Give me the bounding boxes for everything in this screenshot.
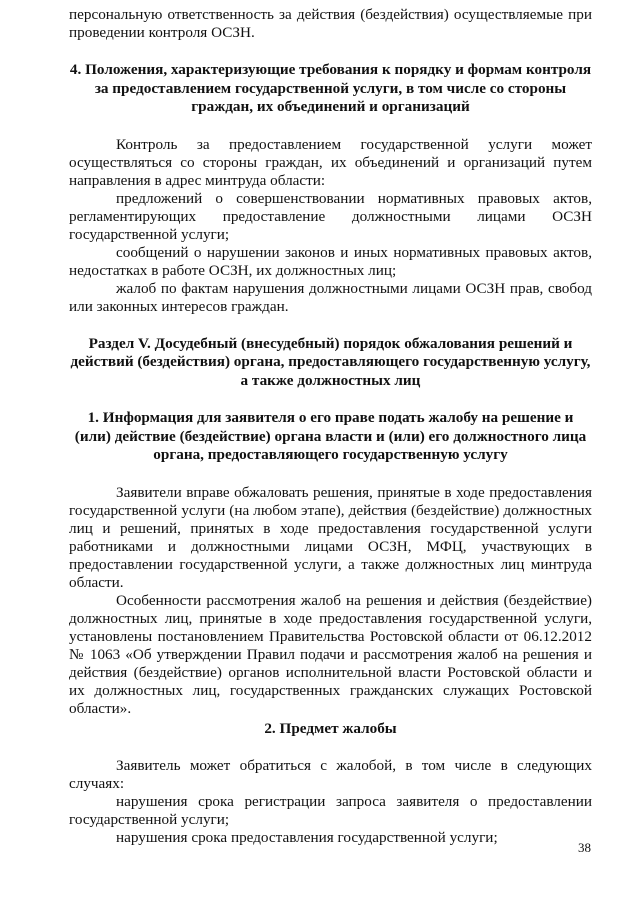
paragraph-proposals: предложений о совершенствовании нормативных правовых актов, регламентирующих предоставление должностными лицами ОСЗН государственной услуги; xyxy=(69,189,592,243)
paragraph-complaints: жалоб по фактам нарушения должностными лицами ОСЗН прав, свобод или законных интересов граждан. xyxy=(69,279,592,315)
heading-subsection-1: 1. Информация для заявителя о его праве подать жалобу на решение и (или) действие (бездействие) органа власти и (или) его должностного лица органа, предоставляющего государственную услугу xyxy=(74,409,587,463)
document-page xyxy=(69,6,592,847)
paragraph-features: Особенности рассмотрения жалоб на решения и действия (бездействие) должностных лиц, принятые в ходе предоставления государственной услуги, установлены постановлением Правительства Ростовской области от 06.12.2012 № 1063 «Об утверждении Правил подачи и рассмотрения жалоб на решения и действия (бездействие) органов исполнительной власти Ростовской области и их должностных лиц, государственных гражданских служащих Ростовской области». xyxy=(69,591,592,717)
paragraph-control: Контроль за предоставлением государственной услуги может осуществляться со стороны граждан, их объединений и организаций путем направления в адрес минтруда области: xyxy=(69,135,592,189)
paragraph-violation-term: нарушения срока предоставления государственной услуги; xyxy=(116,829,498,846)
paragraph-may-apply: Заявитель может обратиться с жалобой, в том числе в следующих случаях: xyxy=(69,757,592,792)
paragraph-intro: персональную ответственность за действия (бездействия) осуществляемые при проведении контроля ОСЗН. xyxy=(69,6,592,41)
heading-subsection-2: 2. Предмет жалобы xyxy=(264,719,397,737)
section-v-heading: Раздел V. Досудебный (внесудебный) порядок обжалования решений и действий (бездействия) органа, предоставляющего государственную услугу, а также должностных лиц xyxy=(70,334,591,389)
heading-section-4: 4. Положения, характеризующие требования к порядку и формам контроля за предоставлением государственной услуги, в том числе со стороны граждан, их объединений и организаций xyxy=(69,61,592,115)
paragraph-applicants: Заявители вправе обжаловать решения, принятые в ходе предоставления государственной услуги (на любом этапе), действия (бездействие) должностных лиц и решений, принятых в ходе предоставления государственной услуги работниками и должностными лицами ОСЗН, МФЦ, участвующих в предоставлении государственной услуги, а также должностных лиц минтруда области. xyxy=(69,483,592,591)
paragraph-reports: сообщений о нарушении законов и иных нормативных правовых актов, недостатках в работе ОСЗН, их должностных лиц; xyxy=(69,243,592,279)
paragraph-violation-registration: нарушения срока регистрации запроса заявителя о предоставлении государственной услуги; xyxy=(69,793,592,828)
page-number: 38 xyxy=(578,840,591,855)
